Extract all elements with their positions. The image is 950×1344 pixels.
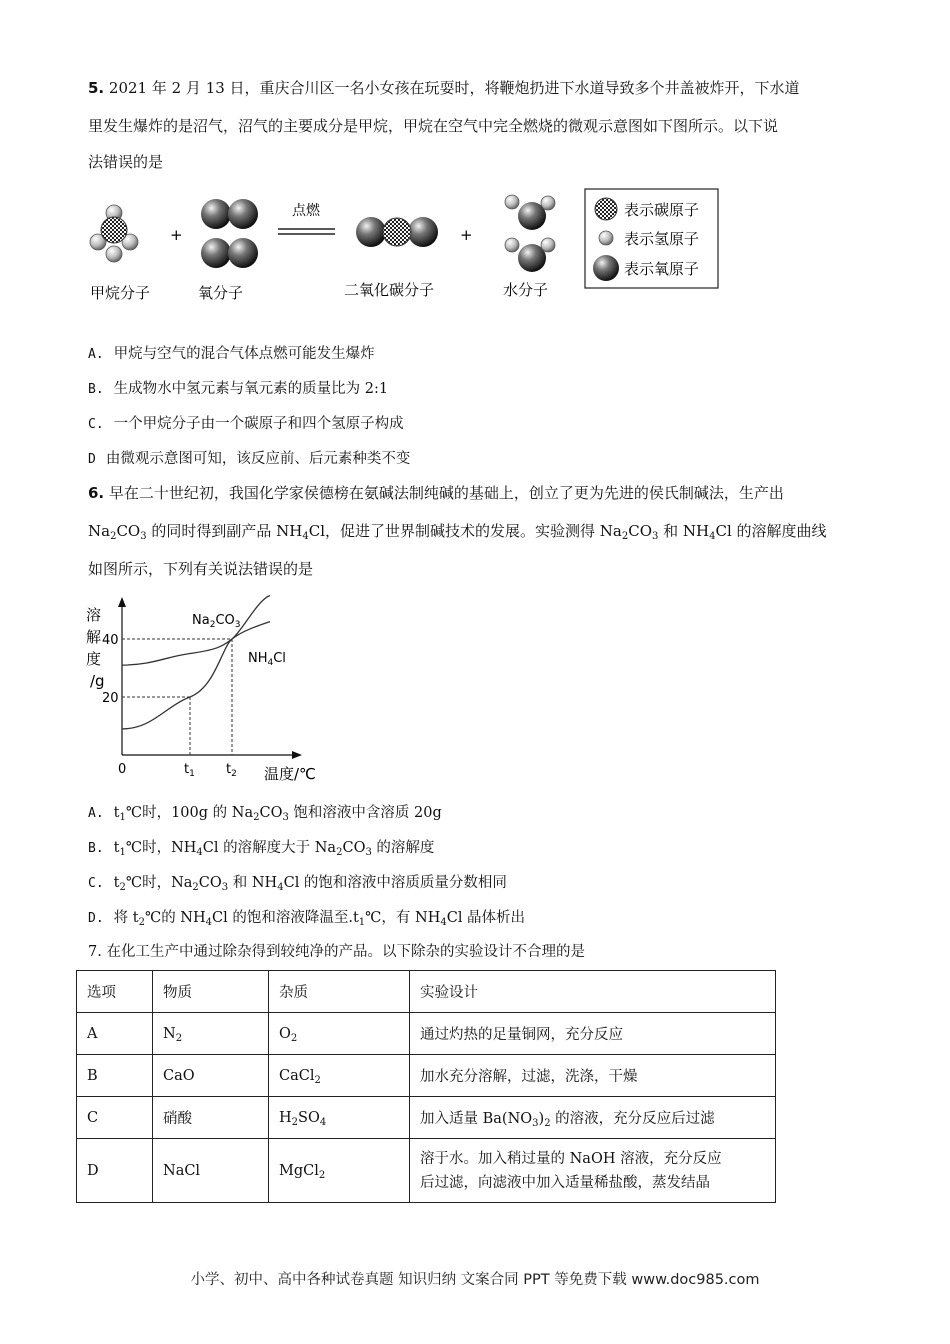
x-axis-arrow (292, 751, 302, 759)
q6-option-d[interactable]: D. 将 $t_2℃$的 $NH_4Cl$ 的饱和溶液降温至$.t_1℃$，有 $NH_4Cl$ 晶体析出 (88, 910, 526, 928)
purification-table (76, 970, 776, 1203)
oxygen-atom (228, 238, 258, 268)
co2-label: 二氧化碳分子 (344, 281, 435, 299)
oxygen-atom (201, 199, 231, 229)
hydrogen-atom (106, 246, 122, 262)
water-label: 水分子 (503, 281, 549, 299)
legend-hydrogen-label: 表示氢原子 (624, 230, 700, 248)
oxygen-label: 氧分子 (198, 284, 244, 302)
hydrogen-atom (541, 238, 555, 252)
oxygen-atom (408, 217, 438, 247)
table-row: B CaO CaCl$_2$ 加水充分溶解，过滤，洗涤，干燥 (77, 1055, 776, 1097)
header-impurity: 杂质 (269, 971, 410, 1013)
carbon-atom (101, 217, 127, 243)
y-axis-arrow (118, 597, 126, 607)
co2-molecule (356, 217, 438, 247)
q7-number: 7. (88, 944, 102, 960)
q6-option-a[interactable]: A. $t_1℃$时，100g 的 $Na_2CO_3$ 饱和溶液中含溶质 20g (88, 805, 442, 823)
q7-line1: 7. 在化工生产中通过除杂得到较纯净的产品。以下除杂的实验设计不合理的是 (88, 944, 585, 960)
q5-line1: 5. 2021 年 2 月 13 日，重庆合川区一名小女孩在玩耍时，将鞭炮扔进下水道导致多个井盖被炸开，下水道 (88, 79, 800, 97)
combustion-diagram (80, 185, 730, 310)
q6-line3: 如图所示，下列有关说法错误的是 (88, 560, 314, 578)
q6-number: 6. (88, 484, 105, 502)
x-tick-t2: $t_2$ (226, 762, 237, 779)
plus-sign: + (460, 226, 473, 244)
y-tick-20: 20 (102, 691, 119, 706)
x-axis-label: 温度/℃ (264, 765, 316, 783)
header-option: 选项 (77, 971, 153, 1013)
legend-carbon-label: 表示碳原子 (624, 201, 700, 219)
y-axis-label: 溶解度/g (86, 606, 105, 690)
y-tick-40: 40 (102, 633, 119, 648)
water-molecules (505, 195, 555, 272)
legend-oxygen-label: 表示氧原子 (624, 260, 700, 278)
q5-option-a[interactable]: A. 甲烷与空气的混合气体点燃可能发生爆炸 (88, 346, 375, 362)
header-substance: 物质 (153, 971, 269, 1013)
table-row: C 硝酸 $H_2SO_4$ 加入适量 $Ba(NO_3)_2$ 的溶液，充分反应后过滤 (77, 1097, 776, 1139)
q5-option-d[interactable]: D 由微观示意图可知，该反应前、后元素种类不变 (88, 451, 411, 467)
carbon-atom (383, 218, 411, 246)
oxygen-molecules (201, 199, 258, 268)
methane-label: 甲烷分子 (90, 284, 151, 302)
q5-option-c[interactable]: C. 一个甲烷分子由一个碳原子和四个氢原子构成 (88, 416, 404, 432)
table-row: D NaCl MgCl$_2$ 溶于水。加入稍过量的 NaOH 溶液，充分反应 后过滤，向滤液中加入适量稀盐酸，蒸发结晶 (77, 1139, 776, 1203)
table-header-row (77, 971, 776, 1013)
q6-line2: $Na_2CO_3$ 的同时得到副产品 $NH_4Cl$，促进了世界制碱技术的发展。实验测得 $Na_2CO_3$ 和 $NH_4Cl$ 的溶解度曲线 (88, 522, 827, 542)
hydrogen-atom-legend-icon (599, 231, 613, 245)
series-label-nh4cl: $NH_4Cl$ (248, 651, 286, 668)
q5-line2: 里发生爆炸的是沼气，沼气的主要成分是甲烷，甲烷在空气中完全燃烧的微观示意图如下图所示。以下说 (88, 117, 779, 135)
atom-legend (585, 189, 718, 288)
plus-sign: + (170, 226, 183, 244)
page-footer: 小学、初中、高中各种试卷真题 知识归纳 文案合同 PPT 等免费下载 www.doc985.com (190, 1272, 760, 1288)
carbon-atom-legend-icon (595, 198, 617, 220)
hydrogen-atom (505, 238, 519, 252)
q6-line1: 6. 早在二十世纪初，我国化学家侯德榜在氨碱法制纯碱的基础上，创立了更为先进的侯氏制碱法，生产出 (88, 484, 784, 502)
q5-number: 5. (88, 79, 105, 97)
methane-molecule (90, 205, 138, 262)
oxygen-atom-legend-icon (593, 255, 619, 281)
oxygen-atom (356, 217, 386, 247)
x-tick-t1: $t_1$ (184, 762, 195, 779)
solubility-chart (80, 595, 330, 790)
oxygen-atom (201, 238, 231, 268)
series-label-na2co3: $Na_2CO_3$ (192, 613, 241, 630)
q5-line3: 法错误的是 (88, 153, 164, 171)
q5-option-b[interactable]: B. 生成物水中氢元素与氧元素的质量比为 2:1 (88, 381, 389, 397)
hydrogen-atom (541, 196, 555, 210)
header-design: 实验设计 (410, 971, 776, 1013)
origin-label: 0 (118, 762, 127, 777)
hydrogen-atom (505, 195, 519, 209)
q6-option-b[interactable]: B. $t_1℃$时，$NH_4Cl$ 的溶解度大于 $Na_2CO_3$ 的溶解度 (88, 840, 435, 858)
oxygen-atom (228, 199, 258, 229)
reaction-condition: 点燃 (292, 203, 320, 219)
q6-option-c[interactable]: C. $t_2℃$时，$Na_2CO_3$ 和 $NH_4Cl$ 的饱和溶液中溶质质量分数相同 (88, 875, 507, 893)
table-row: A $N_2$ $O_2$ 通过灼热的足量铜网，充分反应 (77, 1013, 776, 1055)
